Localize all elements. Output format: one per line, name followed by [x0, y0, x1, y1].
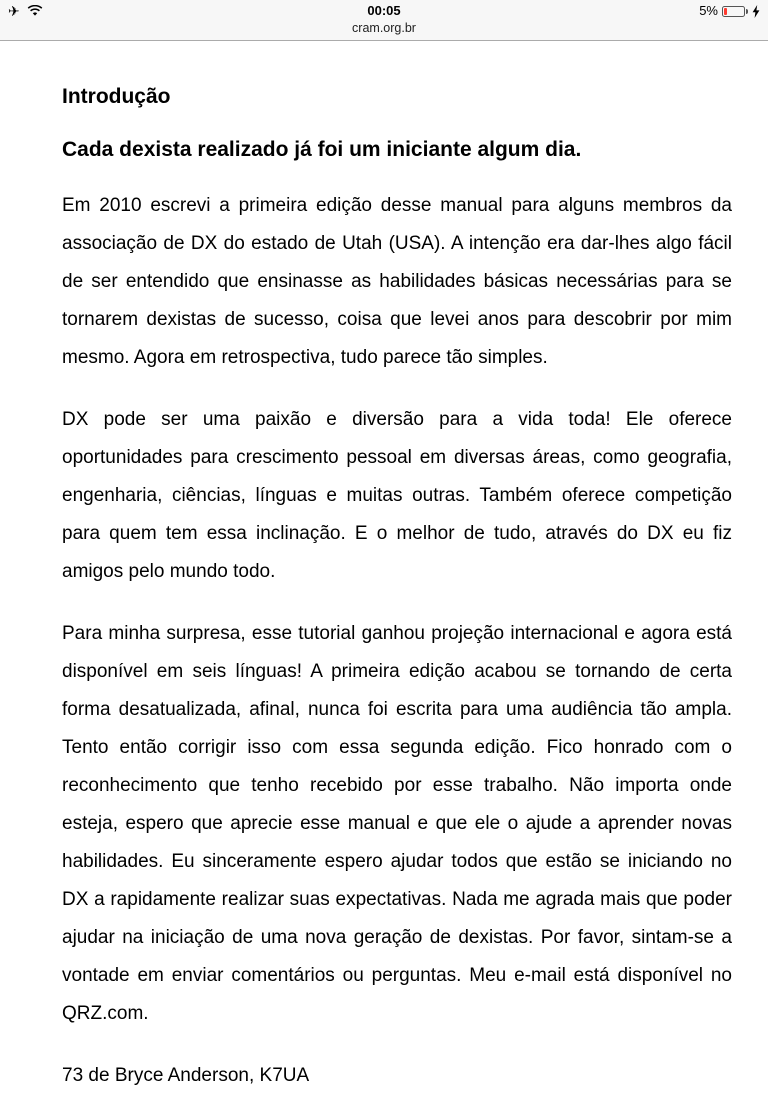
document-subheading: Cada dexista realizado já foi um iniciante algum dia.: [62, 138, 582, 161]
paragraph-3: Para minha surpresa, esse tutorial ganhou projeção internacional e agora está disponível em seis línguas! A primeira edição acabou se tornando de certa forma desatualizada, afinal, nunca foi escrita para uma audiência tão ampla. Tento então corrigir isso com essa segunda edição. Fico honrado com o reconhecimento que tenho recebido por esse trabalho. Não importa onde esteja, espero que aprecie esse manual e que ele o ajude a aprender novas habilidades. Eu sinceramente espero ajudar todos que estão se iniciando no DX a rapidamente realizar suas expectativas. Nada me agrada mais que poder ajudar na iniciação de uma nova geração de dexistas. Por favor, sintam-se a vontade em enviar comentários ou perguntas. Meu e-mail está disponível no QRZ.com.: [62, 623, 732, 1024]
battery-icon: [722, 6, 748, 17]
status-bar: [0, 0, 768, 41]
document-page: [0, 42, 768, 1086]
signature-line: 73 de Bryce Anderson, K7UA: [62, 1065, 310, 1086]
charging-bolt-icon: [752, 5, 760, 18]
status-right-icons: [699, 3, 760, 19]
airplane-mode-icon: ✈: [8, 3, 20, 19]
paragraph-2: DX pode ser uma paixão e diversão para a vida toda! Ele oferece oportunidades para crescimento pessoal em diversas áreas, como geografia, engenharia, ciências, línguas e muitas outras. Também oferece competição para quem tem essa inclinação. E o melhor de tudo, através do DX eu fiz amigos pelo mundo todo.: [62, 409, 732, 582]
battery-percentage: 5%: [699, 3, 718, 18]
status-time: 00:05: [367, 3, 401, 18]
battery-nub: [746, 9, 748, 14]
battery-fill-low: [724, 8, 727, 15]
page-title: Introdução: [62, 85, 171, 108]
url-bar[interactable]: cram.org.br: [352, 21, 416, 35]
paragraph-1: Em 2010 escrevi a primeira edição desse manual para alguns membros da associação de DX do estado de Utah (USA). A intenção era dar-lhes algo fácil de ser entendido que ensinasse as habilidades básicas necessárias para se tornarem dexistas de sucesso, coisa que levei anos para descobrir por mim mesmo. Agora em retrospectiva, tudo parece tão simples.: [62, 195, 732, 368]
